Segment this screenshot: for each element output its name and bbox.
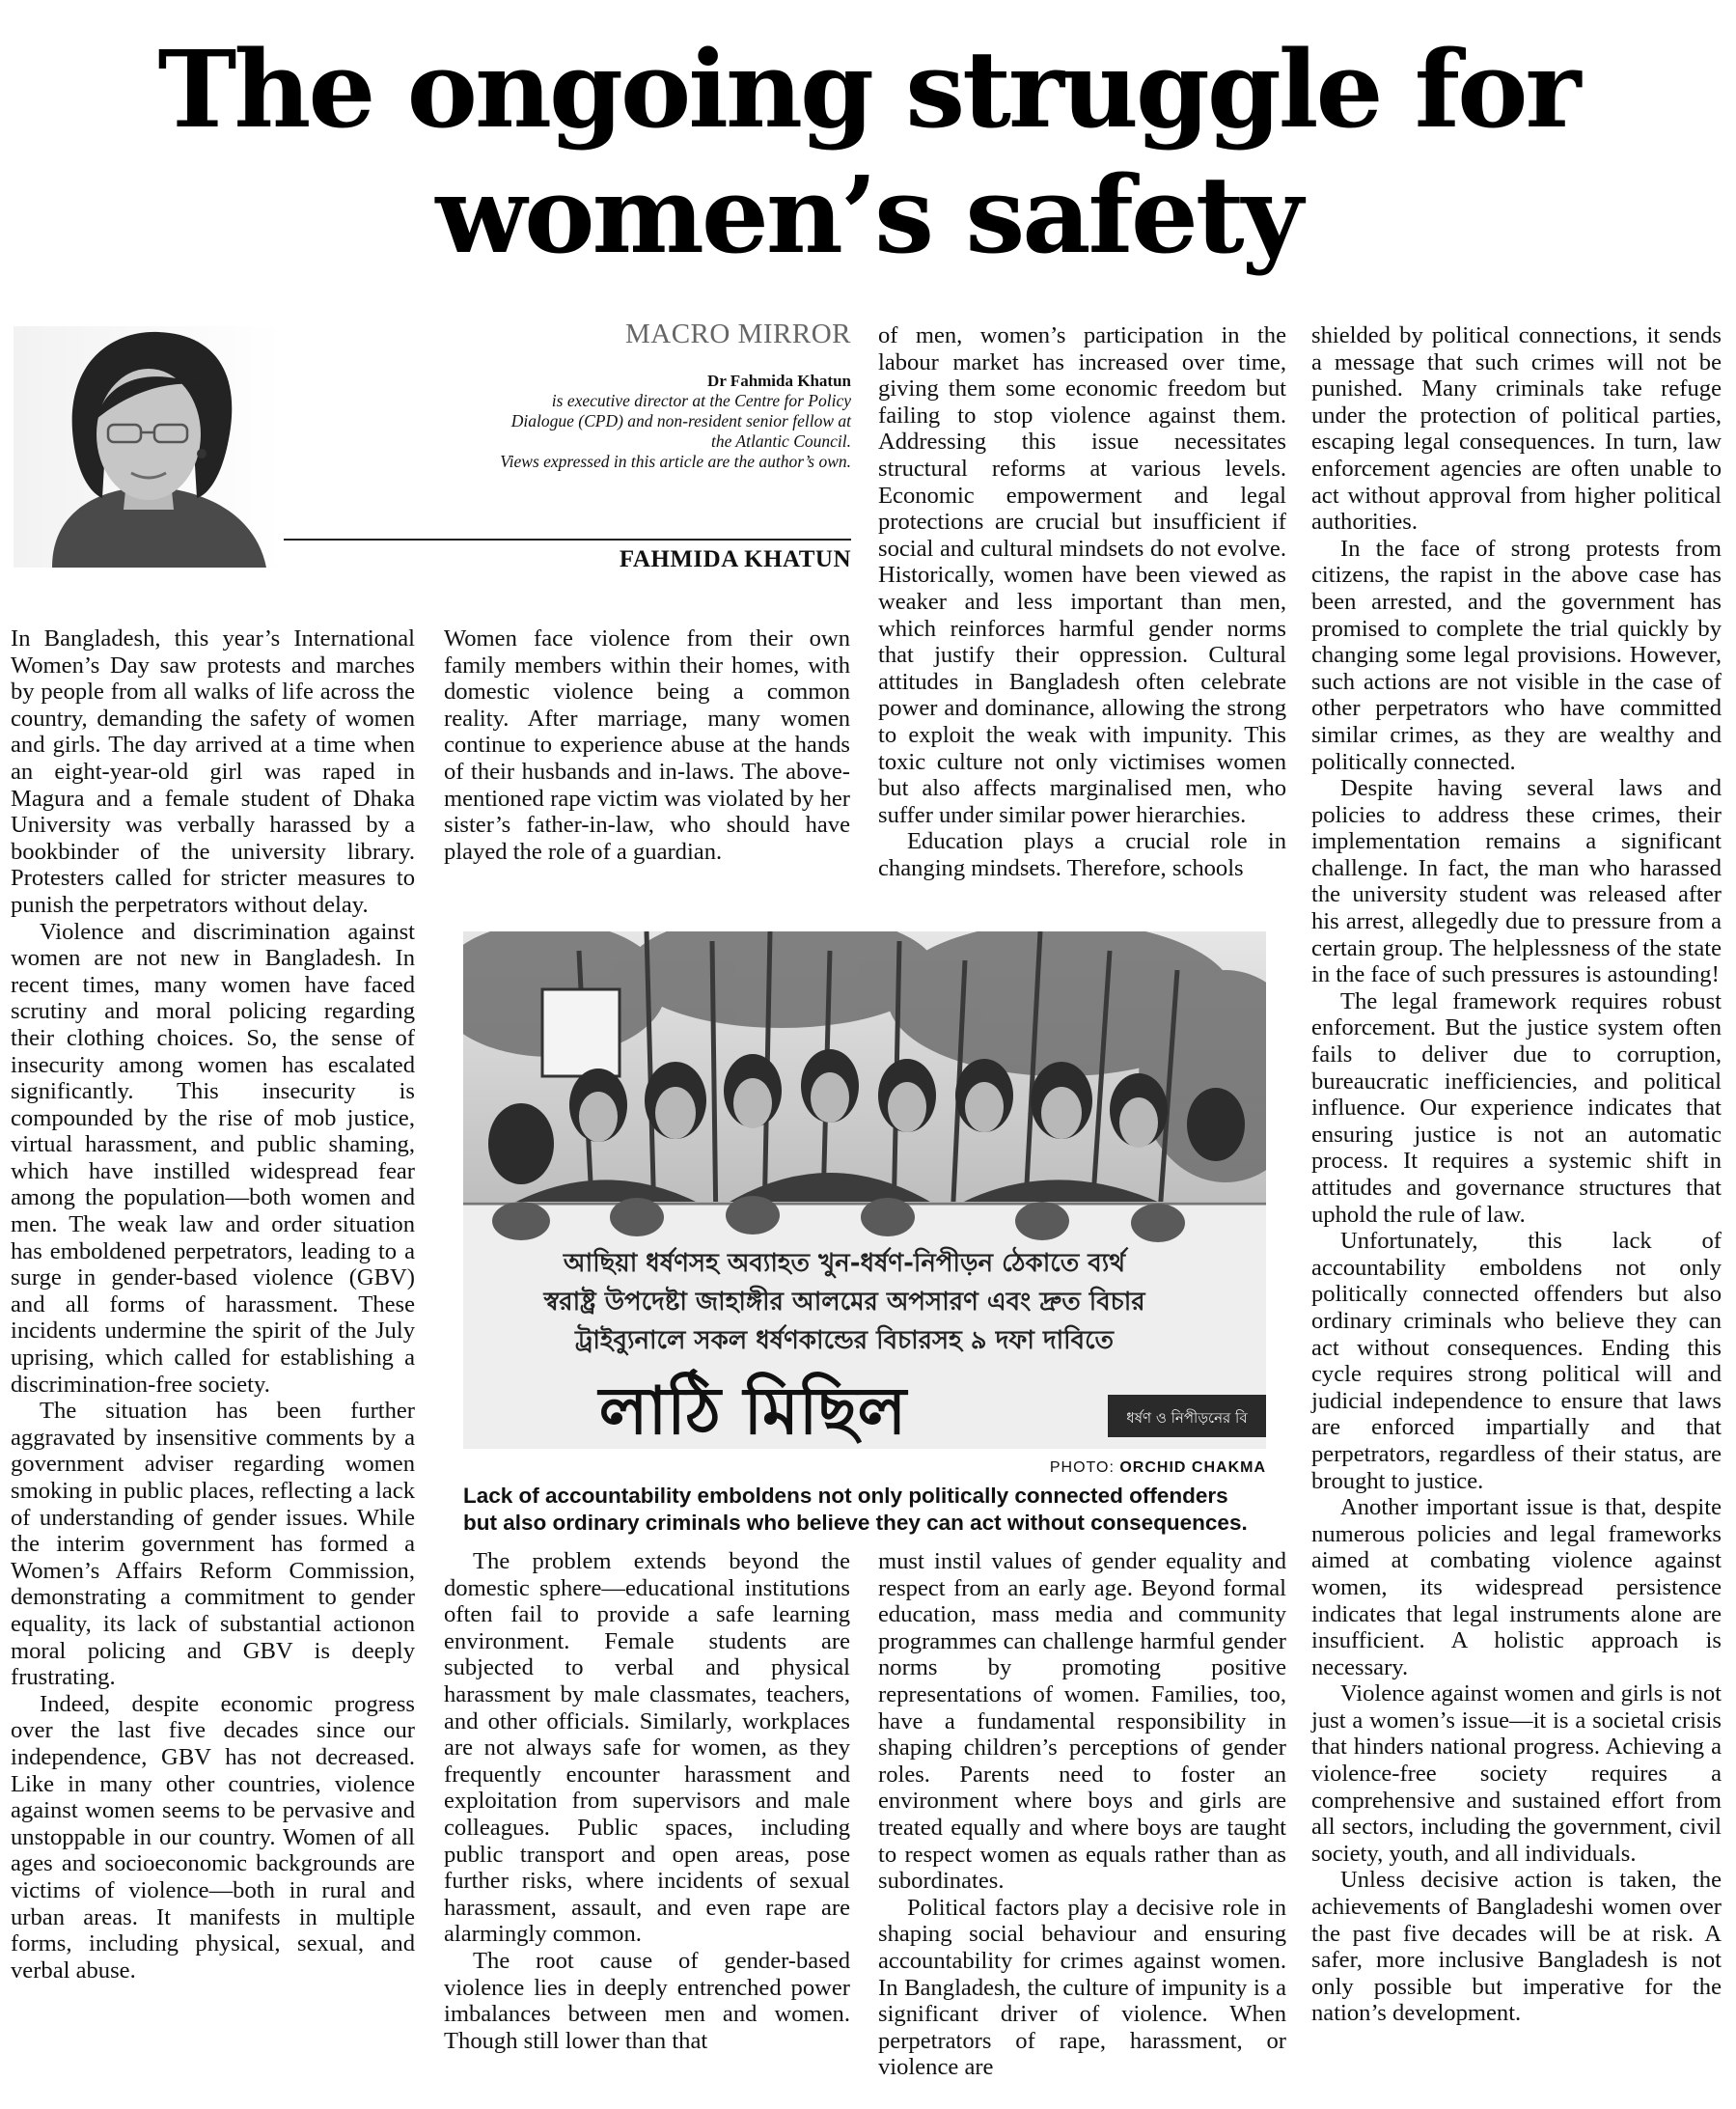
article-column-2-bottom [444, 1548, 850, 2054]
article-column-3-bottom [878, 1548, 1286, 2081]
paragraph: The problem extends beyond the domestic sphere—educational institutions often fail to provide a safe learning environment. Female students are subjected to verbal and physical harassment by male classmates, teachers, and other officials. Similarly, workplaces are not always safe for women, as they frequently encounter harassment and exploitation from supervisors and male colleagues. Public spaces, including public transport and open areas, pose further risks, where incidents of sexual harassment, assault, and even rape are alarmingly common. [444, 1548, 850, 1948]
banner-side-text: ধর্ষণ ও নিপীড়নের বি [1126, 1409, 1248, 1427]
author-bio-line: is executive director at the Centre for Policy [551, 391, 851, 410]
author-bio-line: Views expressed in this article are the author’s own. [500, 452, 851, 471]
author-bio-name: Dr Fahmida Khatun [707, 372, 851, 390]
paragraph: Unfortunately, this lack of accountability emboldens not only politically connected offenders but also ordinary criminals who believe they can act without consequences. Ending this cycle requires strong political will and judicial independence to ensure that laws are enforced impartially and that perpetrators, regardless of their status, are brought to justice. [1311, 1228, 1722, 1494]
byline-box [386, 319, 851, 472]
paragraph: Political factors play a decisive role in shaping social behaviour and ensuring accountability for crimes against women. In Bangladesh, the culture of impunity is a significant driver of violence. When perpetrators of rape, harassment, or violence are [878, 1894, 1286, 2081]
banner-line-2: স্বরাষ্ট্র উপদেষ্টা জাহাঙ্গীর আলমের অপসারণ এবং দ্রুত বিচার [543, 1288, 1145, 1317]
banner-line-1: আছিয়া ধর্ষণসহ অব্যাহত খুন-ধর্ষণ-নিপীড়ন ঠেকাতে ব্যর্থ [563, 1249, 1126, 1278]
paragraph: The legal framework requires robust enforcement. But the justice system often fails to deliver due to corruption, bureaucratic inefficiencies, and political influence. Our experience indicates that ensuring justice is not an automatic process. It requires a systemic shift in attitudes and governance structures that uphold the rule of law. [1311, 987, 1722, 1228]
photo-credit [463, 1459, 1266, 1477]
banner-title: লাঠি মিছিল [598, 1374, 907, 1449]
article-column-4 [1311, 322, 1722, 2027]
paragraph: In Bangladesh, this year’s International Women’s Day saw protests and marches by people from all walks of life across the country, demanding the safety of women and girls. The day arrived at a time when an eight-year-old girl was raped in Magura and a female student of Dhaka University was verbally harassed by a bookbinder of the university library. Protesters called for stricter measures to punish the perpetrators without delay. [11, 625, 415, 918]
paragraph: must instil values of gender equality and respect from an early age. Beyond formal education, mass media and community programmes can challenge harmful gender norms by promoting positive representations of women. Families, too, have a fundamental responsibility in shaping children’s perceptions of gender roles. Parents need to foster an environment where boys and girls are treated equally and where boys are taught to respect women as equals rather than as subordinates. [878, 1548, 1286, 1895]
author-name: FAHMIDA KHATUN [619, 546, 851, 572]
paragraph: shielded by political connections, it sends a message that such crimes will not be punished. Many criminals take refuge under the protection of political parties, escaping legal consequences. In turn, law enforcement agencies are often unable to act without approval from higher political authorities. [1311, 322, 1722, 536]
paragraph: Women face violence from their own family members within their homes, with domestic violence being a common reality. After marriage, many women continue to experience abuse at the hands of their husbands and in-laws. The above-mentioned rape victim was violated by her sister’s father-in-law, who should have played the role of a guardian. [444, 625, 850, 865]
paragraph: The root cause of gender-based violence lies in deeply entrenched power imbalances between men and women. Though still lower than that [444, 1947, 850, 2054]
paragraph: Education plays a crucial role in changing mindsets. Therefore, schools [878, 828, 1286, 881]
paragraph: of men, women’s participation in the labour market has increased over time, giving them some economic freedom but failing to stop violence against them. Addressing this issue necessitates structural reforms at various levels. Economic empowerment and legal protections are crucial but insufficient if social and cultural mindsets do not evolve. Historically, women have been viewed as weaker and less important than men, which reinforces harmful gender norms that justify their oppression. Cultural attitudes in Bangladesh often celebrate power and dominance, allowing the strong to exploit the weak with impunity. This toxic culture not only victimises women but also affects marginalised men, who suffer under similar power hierarchies. [878, 322, 1286, 828]
headline-line-2: women’s safety [435, 153, 1301, 277]
byline-rule [284, 539, 851, 541]
paragraph: Another important issue is that, despite numerous policies and legal frameworks aimed at combating violence against women, its widespread persistence indicates that legal instruments alone are insufficient. A holistic approach is necessary. [1311, 1494, 1722, 1680]
headline-line-1: The ongoing struggle for [157, 27, 1579, 152]
paragraph: Unless decisive action is taken, the achievements of Bangladeshi women over the past five decades will be at risk. A safer, more inclusive Bangladesh is not only possible but imperative for the nation’s development. [1311, 1867, 1722, 2027]
paragraph: In the face of strong protests from citizens, the rapist in the above case has been arrested, and the government has promised to complete the trial quickly by changing some legal provisions. However, such actions are not visible in the case of other perpetrators who have committed similar crimes, as they are wealthy and politically connected. [1311, 535, 1722, 775]
paragraph: Indeed, despite economic progress over the last five decades since our independence, GBV has not decreased. Like in many other countries, violence against women seems to be pervasive and unstoppable in our country. Women of all ages and socioeconomic backgrounds are victims of violence—both in rural and urban areas. It manifests in multiple forms, including physical, sexual, and verbal abuse. [11, 1690, 415, 1984]
author-bio [386, 391, 851, 472]
paragraph: Despite having several laws and policies to address these crimes, their implementation remains a significant challenge. In fact, the man who harassed the university student was released after his arrest, allegedly due to pressure from a certain group. The helplessness of the state in the face of such pressures is astounding! [1311, 775, 1722, 988]
author-bio-line: the Atlantic Council. [710, 431, 851, 451]
paragraph: The situation has been further aggravated by insensitive comments by a government adviser regarding women smoking in public places, reflecting a lack of understanding of gender issues. While the interim government has formed a Women’s Affairs Reform Commission, demonstrating a commitment to gender equality, its lack of substantial actionon moral policing and GBV is deeply frustrating. [11, 1398, 415, 1691]
photo-credit-name: ORCHID CHAKMA [1119, 1459, 1266, 1476]
photo-caption: Lack of accountability emboldens not only politically connected offenders but also ordinary criminals who believe they can act without consequences. [463, 1484, 1248, 1535]
author-portrait [14, 326, 284, 568]
paragraph: Violence and discrimination against women are not new in Bangladesh. In recent times, many women have faced scrutiny and moral policing regarding their clothing choices. So, the sense of insecurity among women has escalated significantly. This insecurity is compounded by the rise of mob justice, virtual harassment, and public shaming, which have instilled widespread fear among the population—both women and men. The weak law and order situation has emboldened perpetrators, leading to a surge in gender-based violence (GBV) and all forms of harassment. These incidents undermine the spirit of the July uprising, which called for establishing a discrimination-free society. [11, 918, 415, 1398]
banner-line-3: ট্রাইব্যুনালে সকল ধর্ষণকান্ডের বিচারসহ ৯ দফা দাবিতে [574, 1326, 1115, 1355]
photo-credit-prefix: PHOTO: [1049, 1459, 1120, 1476]
author-bio-line: Dialogue (CPD) and non-resident senior fellow at [510, 411, 851, 430]
paragraph: Violence against women and girls is not just a women’s issue—it is a societal crisis that hinders national progress. Achieving a violence-free society requires a comprehensive and sustained effort from all sectors, including the government, civil society, youth, and all individuals. [1311, 1680, 1722, 1867]
article-column-2-top [444, 625, 850, 865]
headline [0, 27, 1736, 278]
article-column-1 [11, 625, 415, 1984]
protest-photo [463, 931, 1266, 1449]
article-column-3-top [878, 322, 1286, 881]
column-name: MACRO MIRROR [624, 319, 851, 349]
